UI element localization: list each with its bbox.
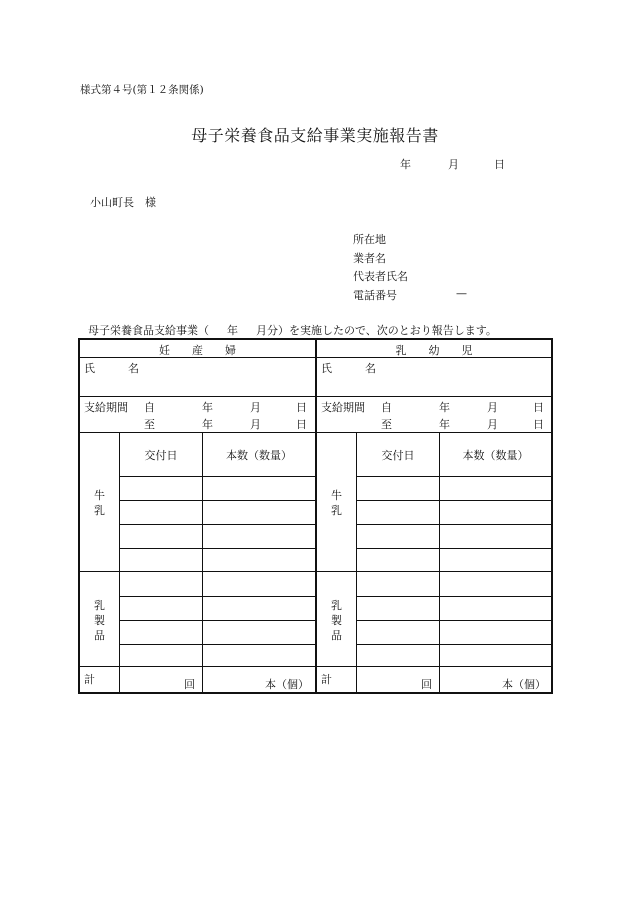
left-period-label: 支給期間 bbox=[84, 401, 128, 414]
name-rule bbox=[80, 396, 551, 397]
recipient: 小山町長 様 bbox=[90, 196, 156, 209]
right-count-unit: 本（個） bbox=[502, 678, 546, 691]
right-period-label: 支給期間 bbox=[321, 401, 365, 414]
left-quantity-header: 本数（数量） bbox=[226, 449, 292, 462]
date-month: 月 bbox=[448, 158, 459, 171]
phone-dash: — bbox=[456, 287, 467, 300]
date-year: 年 bbox=[400, 158, 411, 171]
right-dairy-label: 乳 製 品 bbox=[331, 599, 342, 642]
right-times-unit: 回 bbox=[421, 678, 432, 691]
right-milk-label: 牛 乳 bbox=[331, 489, 342, 517]
right-delivery-date-header: 交付日 bbox=[381, 449, 415, 462]
dairy-rule bbox=[80, 666, 551, 667]
period-rule bbox=[80, 432, 551, 433]
left-delivery-date-header: 交付日 bbox=[144, 449, 178, 462]
infants-header: 乳 幼 児 bbox=[395, 344, 473, 357]
right-quantity-header: 本数（数量） bbox=[462, 449, 529, 462]
form-number: 様式第４号(第１２条関係) bbox=[80, 84, 204, 96]
business-name-label: 業者名 bbox=[353, 252, 386, 265]
milk-rule bbox=[80, 571, 551, 572]
intro-year: 年 bbox=[227, 324, 238, 337]
left-count-unit: 本（個） bbox=[265, 678, 309, 691]
left-times-unit: 回 bbox=[184, 678, 195, 691]
report-table: 妊 産 婦 乳 幼 児 氏 名 氏 名 支給期間 自 年 月 日 至 年 月 日 支給期間 自 年 月 日 至 年 月 日 交付日 本数（数量） 交付日 本数（数量） 牛 乳 牛 乳 乳 製 品 乳 製 品 計 回 本（個） 計 回 本（個） bbox=[78, 338, 553, 694]
right-name-label: 氏 名 bbox=[321, 362, 376, 375]
document-title: 母子栄養食品支給事業実施報告書 bbox=[191, 126, 439, 145]
representative-label: 代表者氏名 bbox=[353, 270, 408, 283]
pregnant-women-header: 妊 産 婦 bbox=[159, 344, 236, 357]
intro-text bbox=[88, 322, 497, 338]
phone-label: 電話番号 bbox=[353, 289, 397, 302]
intro-prefix: 母子栄養食品支給事業（ bbox=[88, 324, 209, 337]
left-total-label: 計 bbox=[84, 673, 95, 686]
address-label: 所在地 bbox=[353, 233, 386, 246]
left-name-label: 氏 名 bbox=[84, 362, 139, 375]
intro-month: 月分）を実施したので、次のとおり報告します。 bbox=[256, 324, 497, 337]
right-total-label: 計 bbox=[321, 673, 332, 686]
date-day: 日 bbox=[494, 158, 505, 171]
left-milk-label: 牛 乳 bbox=[94, 489, 105, 517]
left-dairy-label: 乳 製 品 bbox=[94, 599, 105, 642]
